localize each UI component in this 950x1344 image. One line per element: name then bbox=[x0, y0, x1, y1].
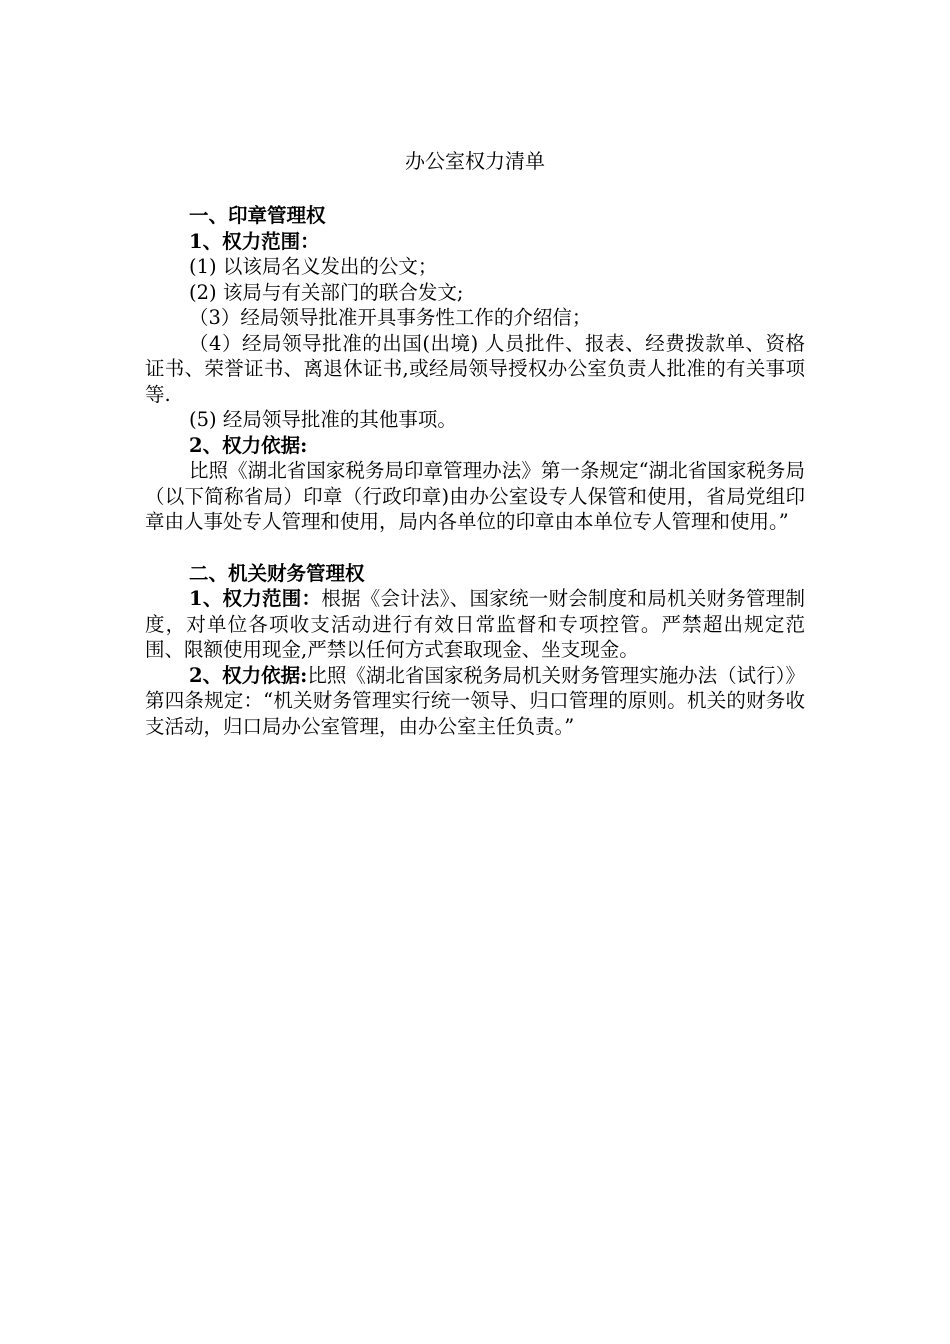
section2-basis-paragraph bbox=[145, 663, 805, 740]
section1-scope-heading: 1、权力范围： bbox=[189, 229, 320, 253]
section1-basis-heading: 2、权力依据: bbox=[189, 433, 308, 457]
section1-heading: 一、印章管理权 bbox=[189, 204, 326, 227]
section2-scope-text: 根据《会计法》、国家统一财会制度和局机关财务管理制度，对单位各项收支活动进行有效日常监督和专项控管。严禁超出规定范围、限额使用现金,严禁以任何方式套取现金、坐支现金。 bbox=[145, 587, 805, 661]
section1-item-1: (1) 以该局名义发出的公文； bbox=[189, 255, 438, 278]
section2-heading: 二、机关财务管理权 bbox=[189, 561, 365, 585]
section2-basis-label: 2、权力依据: bbox=[189, 663, 308, 687]
section1-item-5: (5) 经局领导批准的其他事项。 bbox=[189, 408, 457, 431]
section2-scope-paragraph bbox=[145, 586, 805, 663]
section1-item-3: （3）经局领导批准开具事务性工作的介绍信； bbox=[189, 306, 592, 329]
section2-basis-text: 比照《湖北省国家税务局机关财务管理实施办法（试行）》第四条规定：“机关财务管理实行统一领导、归口管理的原则。机关的财务收支活动，归口局办公室管理，由办公室主任负责。” bbox=[145, 663, 805, 738]
section1-basis-text: 比照《湖北省国家税务局印章管理办法》第一条规定“湖北省国家税务局（以下简称省局）印章（行政印章)由办公室设专人保管和使用，省局党组印章由人事处专人管理和使用，局内各单位的印章由本单位专人管理和使用。” bbox=[145, 459, 805, 533]
document-page bbox=[145, 148, 805, 739]
section1-item-4: （4）经局领导批准的出国(出境) 人员批件、报表、经费拨款单、资格证书、荣誉证书、离退休证书,或经局领导授权办公室负责人批准的有关事项等. bbox=[145, 331, 805, 406]
section2-scope-label: 1、权力范围： bbox=[189, 587, 322, 610]
document-title: 办公室权力清单 bbox=[405, 149, 545, 173]
section-spacer bbox=[145, 535, 805, 561]
section1-item-2: (2) 该局与有关部门的联合发文; bbox=[189, 280, 464, 304]
